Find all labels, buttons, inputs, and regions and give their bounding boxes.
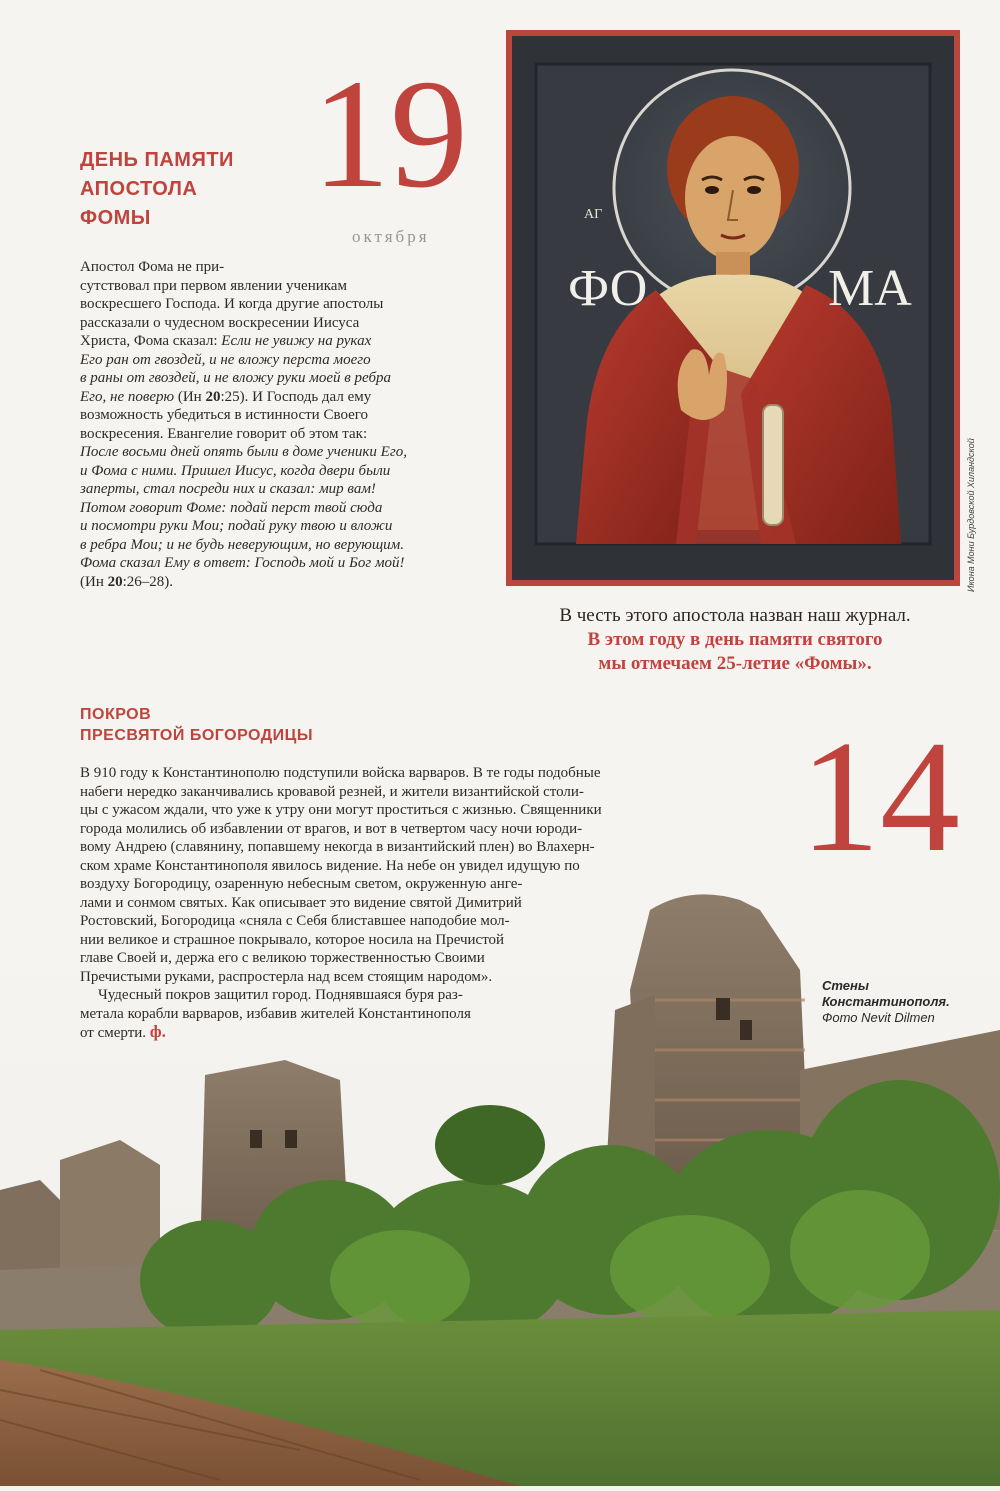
feast2-body bbox=[80, 764, 770, 1043]
feast1-text-line: Апостол Фома не при- bbox=[80, 259, 225, 275]
feast1-text-line: рассказали о чудесном воскресении Иисуса bbox=[80, 314, 360, 331]
feast2-text-line: воздуху Богородицу, озаренную небесным светом, окруженную анге- bbox=[80, 876, 523, 892]
feast2-text-line: метала корабли варваров, избавив жителей Константинополя bbox=[80, 1005, 471, 1022]
dedication-line1: В честь этого апостола назван наш журнал. bbox=[559, 605, 911, 626]
feast1-text-line: воскресения. Евангелие говорит об этом так: bbox=[80, 425, 368, 442]
feast1-text-line: возможность убедиться в истинности Своего bbox=[80, 407, 369, 423]
icon-letters-left: ФО bbox=[568, 260, 648, 317]
feast1-day-number: 19 bbox=[312, 47, 468, 220]
icon-small-letters: АГ bbox=[584, 207, 603, 222]
feast1-title-line1: ДЕНЬ ПАМЯТИ bbox=[80, 149, 234, 171]
feast2-text-line: главе Своей и, держа его с великою торжественностью Своими bbox=[80, 950, 485, 966]
feast2-text-line: В 910 году к Константинополю подступили войска варваров. В те годы подобные bbox=[80, 765, 601, 781]
dedication bbox=[490, 604, 980, 676]
feast1-text-line: воскресшего Господа. И когда другие апостолы bbox=[80, 296, 384, 312]
feast1-text-line: сутствовал при первом явлении ученикам bbox=[80, 277, 347, 294]
feast2-text-line: нии великое и страшное покрывало, которое носила на Пречистой bbox=[80, 931, 505, 948]
icon-thomas-image bbox=[506, 30, 960, 586]
feast2-text-line: от смерти. ф. bbox=[80, 1022, 166, 1041]
feast2-text-line: лами и сонмом святых. Как описывает это видение святой Димитрий bbox=[80, 894, 522, 911]
feast2-day-number: 14 bbox=[800, 707, 960, 885]
feast1-month: октября bbox=[352, 227, 430, 246]
dedication-line3: мы отмечаем 25-летие «Фомы». bbox=[598, 653, 872, 674]
photo-caption bbox=[822, 978, 992, 1026]
feast2-text-line: набеги нередко заканчивались кровавой резней, и жители византийской столи- bbox=[80, 783, 584, 800]
feast2-text-line: ском храме Константинополя явилось видение. На небе он увидел идущую по bbox=[80, 857, 580, 874]
feast1-title-line2: АПОСТОЛА bbox=[80, 178, 198, 200]
feast1-text-line: Его ран от гвоздей, и не вложу перста моего bbox=[80, 351, 371, 368]
feast2-text-line: Чудесный покров защитил город. Поднявшаяся буря раз- bbox=[98, 987, 463, 1003]
feast2-text-line: вому Андрею (славянину, попавшему некогда в византийский плен) во Влахерн- bbox=[80, 839, 595, 855]
feast2-text-line: города молились об избавлении от врагов, и вот в четвертом часу ночи юроди- bbox=[80, 820, 583, 837]
feast2-title bbox=[80, 704, 313, 746]
photo-caption-line1: Стены bbox=[822, 978, 869, 993]
dedication-line2: В этом году в день памяти святого bbox=[587, 629, 883, 650]
feast2-title-line2: ПРЕСВЯТОЙ БОГОРОДИЦЫ bbox=[80, 727, 314, 744]
feast1-quote-line: Потом говорит Фоме: подай перст твой сюда bbox=[80, 499, 383, 516]
feast1-text-line: (Ин 20:26–28). bbox=[80, 573, 174, 590]
feast1-body bbox=[80, 258, 490, 591]
feast1-title-line3: ФОМЫ bbox=[80, 207, 151, 229]
feast1-text-line: Его, не поверю (Ин 20:25). И Господь дал ему bbox=[80, 388, 372, 405]
feast1-quote-line: Фома сказал Ему в ответ: Господь мой и Бог мой! bbox=[80, 555, 405, 571]
feast1-quote-line: и посмотри руки Мои; подай руку твою и вложи bbox=[80, 518, 393, 534]
feast2-title-line1: ПОКРОВ bbox=[80, 706, 152, 723]
icon-letters-right: МА bbox=[828, 260, 912, 317]
feast2-text-line: Пречистыми руками, распростерла над всем стоящим народом». bbox=[80, 968, 493, 985]
feast1-quote-line: и Фома с ними. Пришел Иисус, когда двери были bbox=[80, 462, 391, 479]
feast1-text-line: Христа, Фома сказал: Если не увижу на руках bbox=[80, 333, 372, 349]
feast2-text-line: Ростовский, Богородица «сняла с Себя блиставшее наподобие мол- bbox=[80, 913, 510, 929]
feast2-text-line: цы с ужасом ждали, что уже к утру они могут проститься с жизнью. Священники bbox=[80, 802, 602, 818]
photo-credit: Фото Nevit Dilmen bbox=[822, 1010, 935, 1025]
feast1-title bbox=[80, 146, 234, 233]
feast1-quote-line: в ребра Мои; и не будь неверующим, но верующим. bbox=[80, 536, 405, 553]
icon-thomas bbox=[506, 30, 960, 586]
icon-credit: Икона Мони Бурдовской Хиландской bbox=[966, 438, 976, 592]
end-mark: ф. bbox=[149, 1022, 166, 1041]
feast1-text-line: в раны от гвоздей, и не вложу руки моей в ребра bbox=[80, 370, 392, 386]
photo-caption-line2: Константинополя. bbox=[822, 994, 950, 1009]
feast1-quote-line: заперты, стал посреди них и сказал: мир вам! bbox=[80, 481, 376, 497]
feast1-quote-line: После восьми дней опять были в доме ученики Его, bbox=[80, 444, 407, 460]
face bbox=[685, 136, 781, 260]
